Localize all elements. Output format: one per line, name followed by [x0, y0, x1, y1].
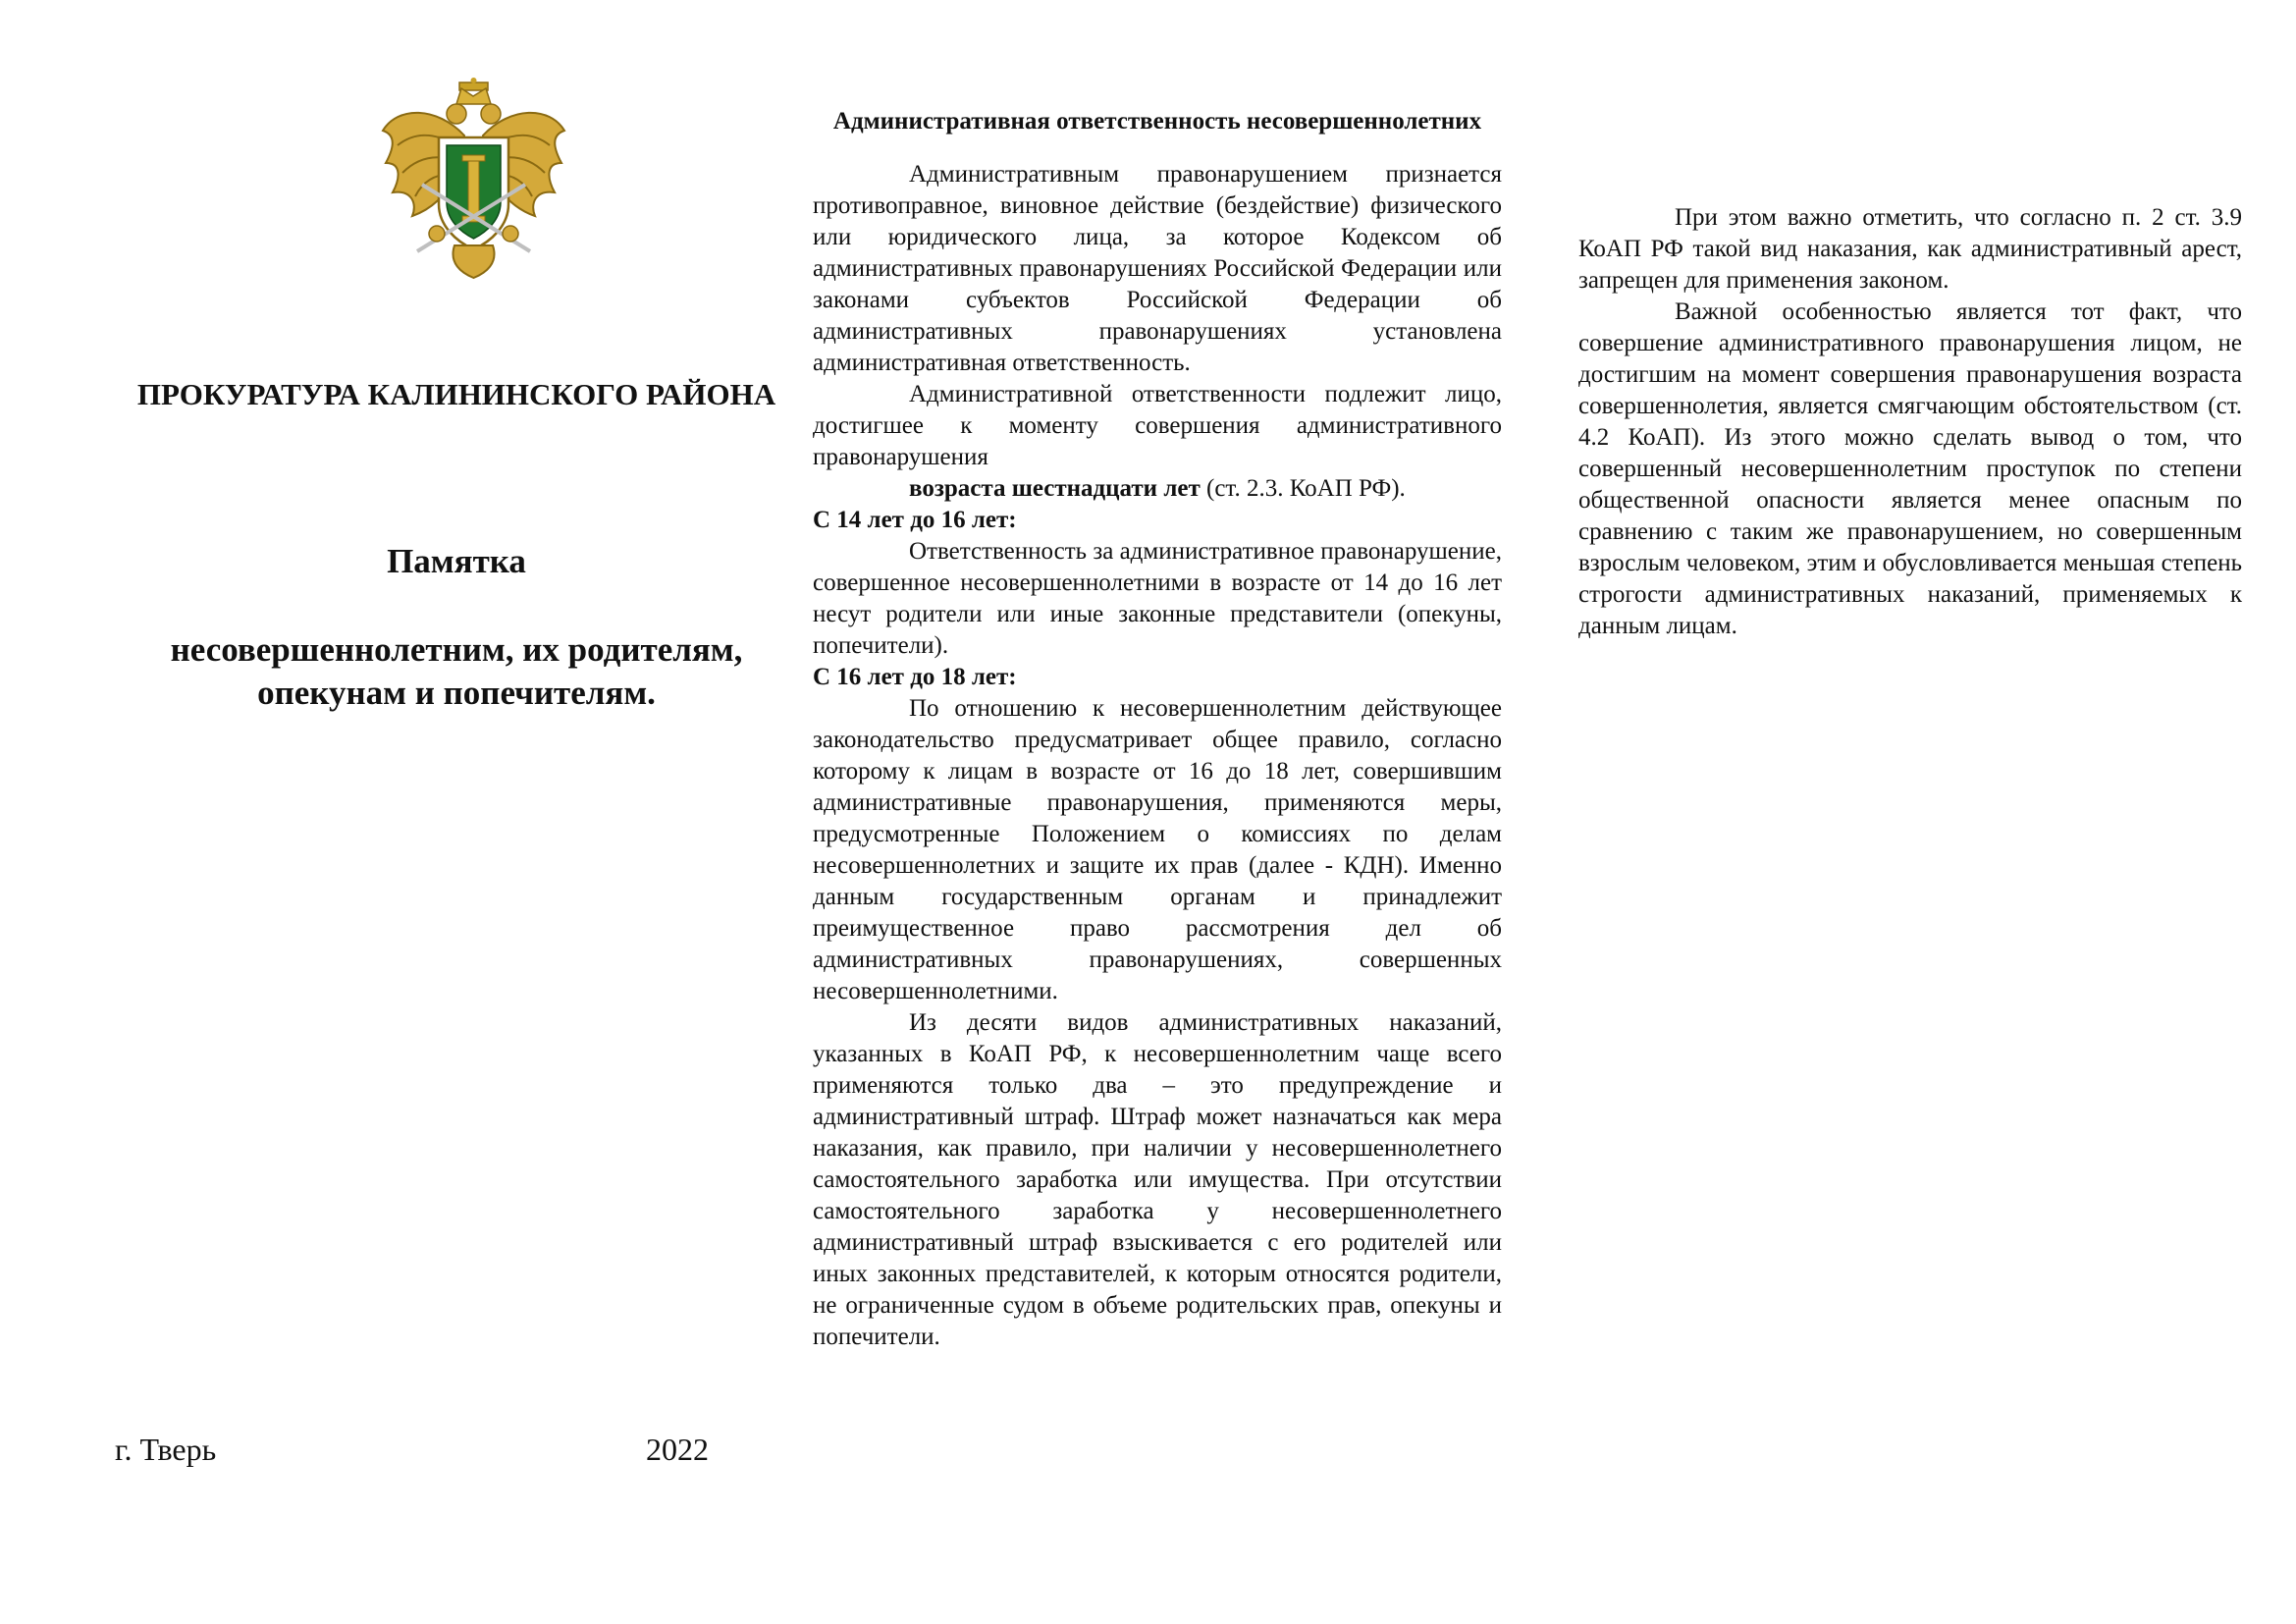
memo-title: Памятка: [387, 542, 526, 580]
office-title: ПРОКУРАТУРА КАЛИНИНСКОГО РАЙОНА: [136, 377, 776, 411]
section-heading: Административная ответственность несовершеннолетних: [832, 108, 1482, 135]
city-label: г. Тверь: [115, 1432, 217, 1467]
paragraph-penalties: Из десяти видов административных наказаний, указанных в КоАП РФ, к несовершеннолетним чаще всего применяются только два – это предупреждение и административный штраф. Штраф может назначаться как мера наказания, как правило, при наличии у несовершеннолетнего самостоятельного заработка или имущества. При отсутствии самостоятельного заработка у несовершеннолетнего административный штраф взыскивается с его родителей или иных законных представителей, к которым относятся родители, не ограниченные судом в объеме родительских прав, опекуны и попечители.: [813, 1009, 1502, 1350]
age-bold-text: возраста шестнадцати лет: [909, 475, 1201, 502]
paragraph-16-18: По отношению к несовершеннолетним действующее законодательство предусматривает общее правило, согласно которому к лицам в возрасте от 16 до 18 лет, совершившим административные правонарушения, применяются меры, предусмотренные Положением о комиссиях по делам несовершеннолетних и защите их прав (далее - КДН). Именно данным государственным органам и принадлежит преимущественное право рассмотрения дел об административных правонарушениях, совершенных несовершеннолетними.: [813, 695, 1502, 1004]
subhead-16-18: С 16 лет до 18 лет:: [813, 664, 1017, 690]
prosecutor-emblem-icon: [378, 77, 569, 283]
paragraph-age-reference: [813, 473, 1502, 505]
paragraph-arrest: При этом важно отметить, что согласно п. 2 ст. 3.9 КоАП РФ такой вид наказания, как административный арест, запрещен для применения законом.: [1578, 204, 2242, 294]
year-label: 2022: [646, 1432, 709, 1467]
memo-subtitle: несовершеннолетним, их родителям, опекунам и попечителям.: [170, 630, 743, 712]
cover-panel: [0, 0, 795, 1624]
paragraph-liability-age: Административной ответственности подлежит лицо, достигшее к моменту совершения административного правонарушения: [813, 381, 1502, 470]
paragraph-definition: Административным правонарушением признается противоправное, виновное действие (бездействие) физического или юридического лица, за которое Кодексом об административных правонарушениях Российской Федерации или законами субъектов Российской Федерации об административных правонарушениях установлена административная ответственность.: [813, 161, 1502, 376]
paragraph-mitigating: Важной особенностью является тот факт, что совершение административного правонарушения лицом, не достигшим на момент совершения правонарушения возраста совершеннолетия, является смягчающим обстоятельством (ст. 4.2 КоАП). Из этого можно сделать вывод о том, что совершенный несовершеннолетним проступок по степени общественной опасности является менее опасным по сравнению с таким же правонарушением, но совершенным взрослым человеком, этим и обусловливается меньшая степень строгости административных наказаний, применяемых к данным лицам.: [1578, 298, 2242, 639]
right-column: [1578, 202, 2242, 642]
paragraph-14-16: Ответственность за административное правонарушение, совершенное несовершеннолетними в возрасте от 14 до 16 лет несут родители или иные законные представители (опекуны, попечители).: [813, 538, 1502, 659]
subhead-14-16: С 14 лет до 16 лет:: [813, 507, 1017, 533]
middle-column: [813, 106, 1502, 1353]
age-article-reference: (ст. 2.3. КоАП РФ).: [1200, 475, 1406, 502]
